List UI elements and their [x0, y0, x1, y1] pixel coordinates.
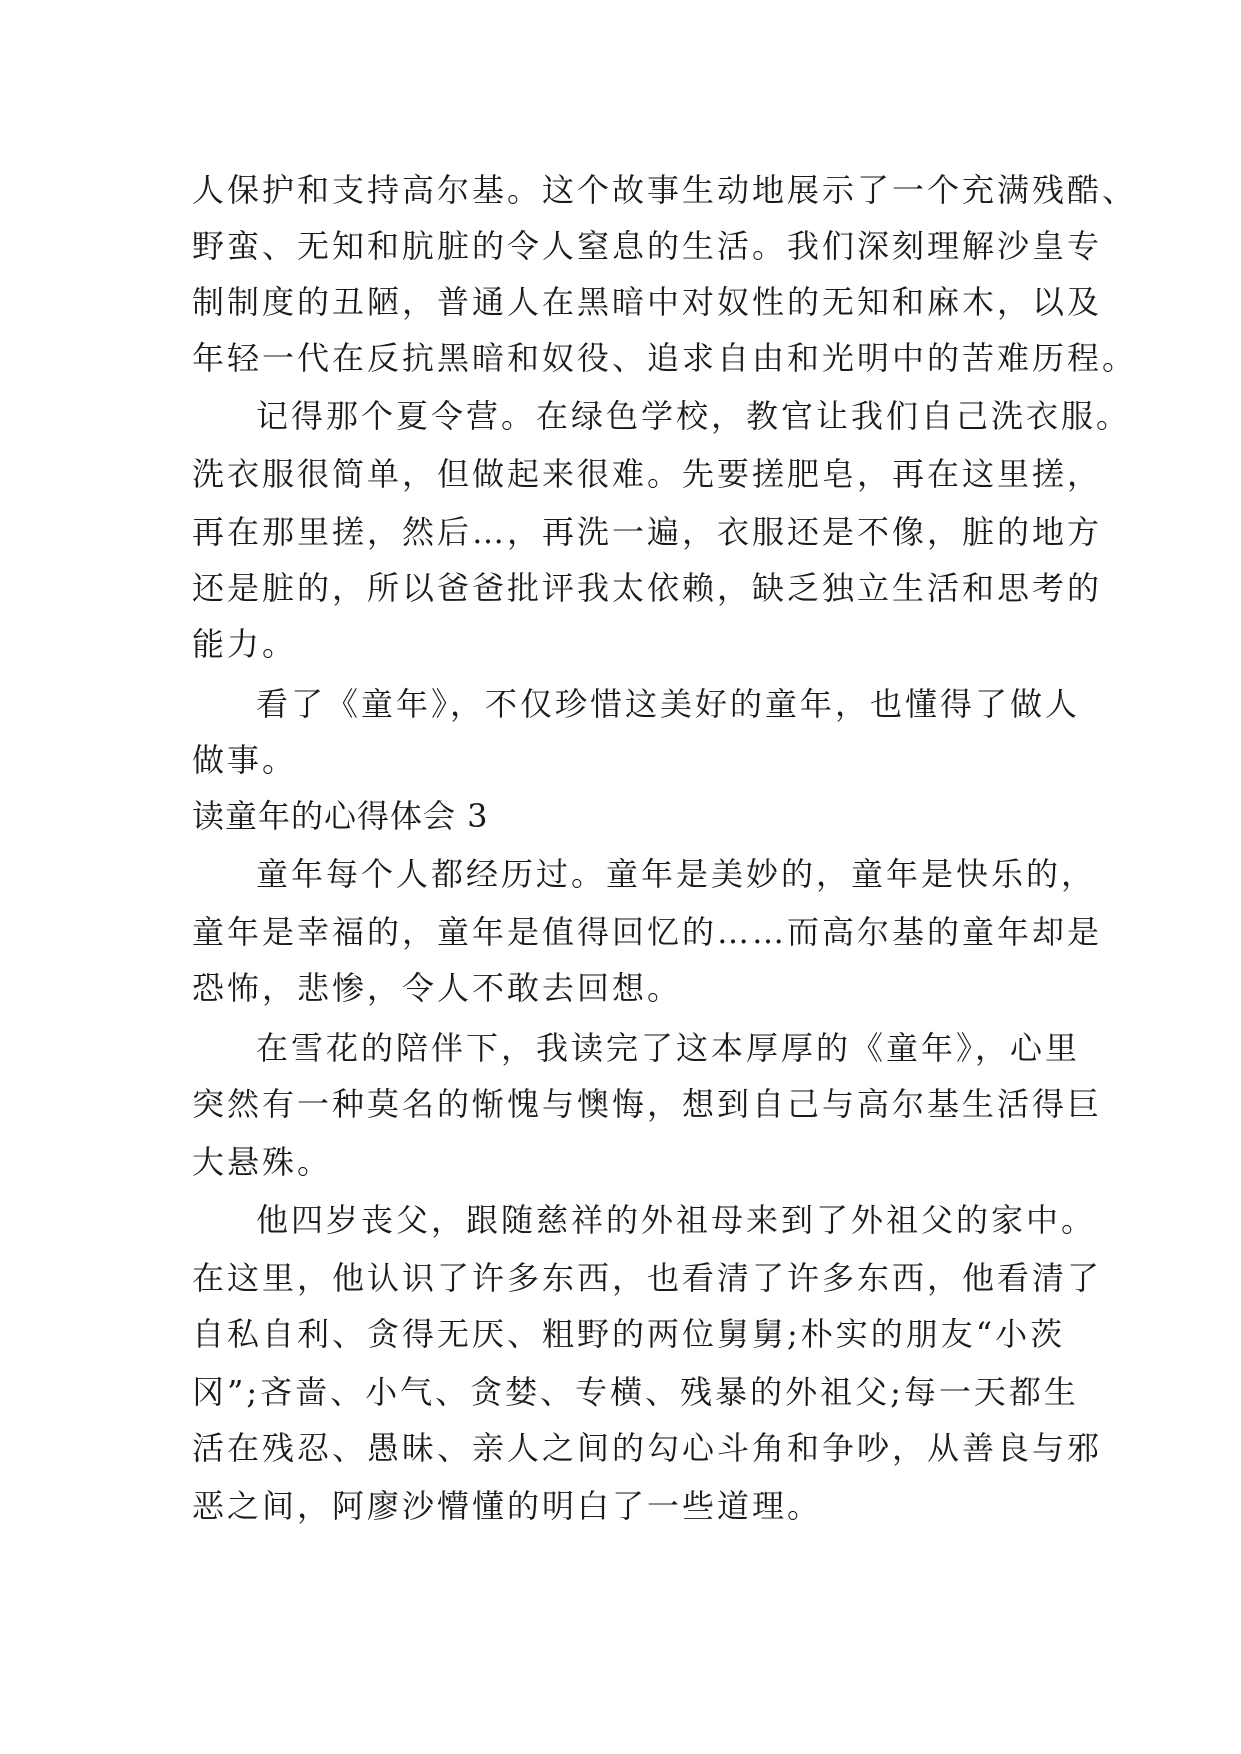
text-line: 活在残忍、愚昧、亲人之间的勾心斗角和争吵，从善良与邪 — [192, 1429, 1103, 1467]
text-line: 记得那个夏令营。在绿色学校，教官让我们自己洗衣服。 — [256, 397, 1132, 435]
text-line: 年轻一代在反抗黑暗和奴役、追求自由和光明中的苦难历程。 — [192, 339, 1138, 377]
text-line: 他四岁丧父，跟随慈祥的外祖母来到了外祖父的家中。 — [256, 1201, 1097, 1239]
text-line: 再在那里搓，然后…，再洗一遍，衣服还是不像，脏的地方 — [192, 513, 1103, 551]
text-line: 在这里，他认识了许多东西，也看清了许多东西，他看清了 — [192, 1259, 1103, 1297]
text-line: 恐怖，悲惨，令人不敢去回想。 — [192, 969, 683, 1007]
text-line: 自私自利、贪得无厌、粗野的两位舅舅;朴实的朋友“小茨 — [192, 1315, 1066, 1353]
text-line: 制制度的丑陋，普通人在黑暗中对奴性的无知和麻木，以及 — [192, 283, 1103, 321]
text-line: 突然有一种莫名的惭愧与懊悔，想到自己与高尔基生活得巨 — [192, 1085, 1103, 1123]
text-line: 恶之间，阿廖沙懵懂的明白了一些道理。 — [192, 1487, 823, 1525]
text-line: 野蛮、无知和肮脏的令人窒息的生活。我们深刻理解沙皇专 — [192, 227, 1103, 265]
text-line: 在雪花的陪伴下，我读完了这本厚厚的《童年》，心里 — [256, 1029, 1081, 1067]
text-line: 人保护和支持高尔基。这个故事生动地展示了一个充满残酷、 — [192, 171, 1138, 209]
text-line: 做事。 — [192, 741, 298, 779]
text-line: 看了《童年》，不仅珍惜这美好的童年，也懂得了做人 — [256, 685, 1081, 723]
text-line: 冈”;吝啬、小气、贪婪、专横、残暴的外祖父;每一天都生 — [192, 1373, 1079, 1411]
text-line: 童年每个人都经历过。童年是美妙的，童年是快乐的， — [256, 855, 1097, 893]
text-line: 还是脏的，所以爸爸批评我太依赖，缺乏独立生活和思考的 — [192, 569, 1103, 607]
text-line: 大悬殊。 — [192, 1143, 333, 1181]
text-line: 童年是幸福的，童年是值得回忆的……而高尔基的童年却是 — [192, 913, 1103, 951]
text-line: 洗衣服很简单，但做起来很难。先要搓肥皂，再在这里搓， — [192, 455, 1103, 493]
section-heading: 读童年的心得体会 3 — [192, 797, 489, 835]
text-line: 能力。 — [192, 625, 298, 663]
